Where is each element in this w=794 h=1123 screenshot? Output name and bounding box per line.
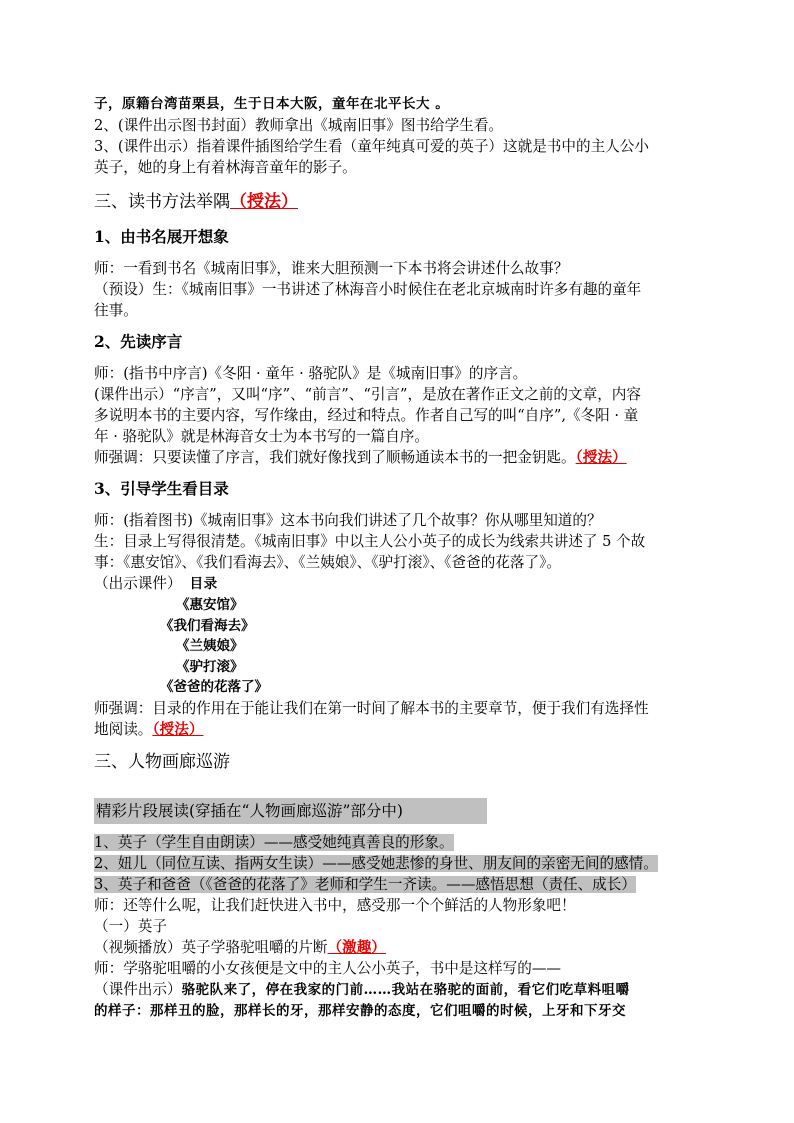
text-line: 师：(指着图书)《城南旧事》这本书向我们讲述了几个故事？你从哪里知道的？ <box>94 512 602 529</box>
text-line: 师：(指书中序言)《冬阳 · 童年 · 骆驼队》是《城南旧事》的序言。 <box>94 365 528 382</box>
courseware-label: （课件出示） <box>94 980 182 998</box>
text-line: 多说明本书的主要内容，写作缘由，经过和特点。作者自己写的叫“自序”,《冬阳 · 童 <box>94 407 639 424</box>
text-line: （预设）生：《城南旧事》一书讲述了林海音小时候住在老北京城南时许多有趣的童年 <box>94 281 642 298</box>
section-heading <box>94 190 706 214</box>
text-line <box>94 573 706 595</box>
method-tag: （激趣） <box>327 938 386 956</box>
text-line: (课件出示）“序言”，又叫“序”、“前言”、“引言”，是放在著作正文之前的文章，内容 <box>94 386 641 403</box>
toc-item: 《驴打滚》 <box>176 658 244 675</box>
highlight-item <box>94 874 706 895</box>
section-heading: 三、人物画廊巡游 <box>94 751 230 772</box>
text-line: （一）英子 <box>94 917 167 935</box>
quote-text: 的样子：那样丑的脸，那样长的牙，那样安静的态度，它们咀嚼的时候，上牙和下牙交 <box>94 1002 626 1019</box>
text-line: 2、(课件出示图书封面）教师拿出《城南旧事》图书给学生看。 <box>94 117 504 134</box>
subsection-heading: 3、引导学生看目录 <box>94 479 229 498</box>
text-line <box>94 447 706 468</box>
highlight-text: 1、英子（学生自由朗读）——感受她纯真善良的形象。 <box>94 833 454 851</box>
toc-item: 《爸爸的花落了》 <box>160 679 268 695</box>
text-line: 年 · 骆驼队》就是林海音女士为本书写的一篇自序。 <box>94 428 429 445</box>
toc-list <box>94 595 706 698</box>
quote-text: 骆驼队来了，停在我家的门前……我站在骆驼的面前，看它们吃草料咀嚼 <box>181 981 630 998</box>
text-line <box>94 979 706 1001</box>
text-line: 英子，她的身上有着林海音童年的影子。 <box>94 159 357 176</box>
text-line: 生：目录上写得很清楚。《城南旧事》中以主人公小英子的成长为线索共讲述了 5 个故 <box>94 533 646 550</box>
method-tag: （授法） <box>575 449 627 466</box>
emphasis-text: 师强调：只要读懂了序言，我们就好像找到了顺畅通读本书的一把金钥匙。 <box>94 449 576 466</box>
document-page <box>94 94 706 1022</box>
section-title: 三、读书方法举隅 <box>94 192 230 212</box>
text-line: 3、(课件出示）指着课件插图给学生看（童年纯真可爱的英子）这就是书中的主人公小 <box>94 138 649 155</box>
video-line: （视频播放）英子学骆驼咀嚼的片断 <box>94 938 328 956</box>
text-line: 师：一看到书名《城南旧事》，谁来大胆预测一下本书将会讲述什么故事？ <box>94 260 569 277</box>
text-line-end: 地阅读。 <box>94 720 153 738</box>
toc-item: 《惠安馆》 <box>176 597 244 613</box>
subsection-heading: 2、先读序言 <box>94 332 183 351</box>
text-line: 师强调：目录的作用在于能让我们在第一时间了解本书的主要章节，便于我们有选择性 <box>94 699 649 717</box>
toc-heading: 目录 <box>189 576 218 592</box>
highlight-item <box>94 832 706 853</box>
courseware-label: （出示课件） <box>94 575 182 592</box>
highlight-text: 3、英子和爸爸（《爸爸的花落了》老师和学生一齐读。——感悟思想（责任、成长） <box>94 875 636 893</box>
text-line <box>94 937 706 958</box>
toc-item: 《兰姨娘》 <box>176 638 244 654</box>
text-line: 事：《惠安馆》、《我们看海去》、《兰姨娘》、《驴打滚》、《爸爸的花落了》。 <box>94 554 561 571</box>
text-line: 师：还等什么呢，让我们赶快进入书中，感受那一个个鲜活的人物形象吧！ <box>94 896 576 914</box>
highlight-text: 2、妞儿（同位互读、指两女生读）——感受她悲惨的身世、朋友间的亲密无间的感情。 <box>94 854 658 872</box>
text-line: 子，原籍台湾苗栗县，生于日本大阪，童年在北平长大 。 <box>94 96 450 112</box>
text-line <box>94 719 706 740</box>
text-line: 往事。 <box>94 302 138 319</box>
text-line: 师：学骆驼咀嚼的小女孩便是文中的主人公小英子，书中是这样写的—— <box>94 959 562 977</box>
highlight-banner: 精彩片段展读(穿插在“人物画廊巡游”部分中) <box>94 798 487 824</box>
method-tag: （授法） <box>230 192 298 212</box>
highlight-item <box>94 853 706 874</box>
method-tag: （授法） <box>152 720 204 738</box>
subsection-heading: 1、由书名展开想象 <box>94 227 229 246</box>
toc-item: 《我们看海去》 <box>160 617 255 634</box>
